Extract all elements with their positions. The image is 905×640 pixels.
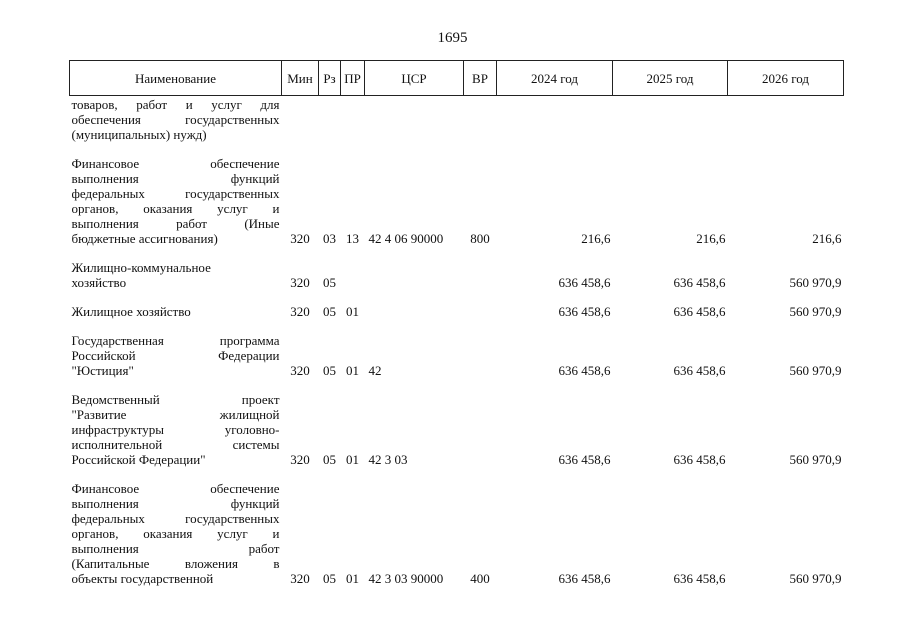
cell-rz: 05	[323, 275, 336, 290]
cell-min: 320	[290, 275, 310, 290]
cell-2024: 636 458,6	[558, 571, 611, 586]
cell-rz: 03	[323, 231, 336, 246]
cell-vr	[464, 96, 497, 143]
cell-2024: 636 458,6	[558, 363, 611, 378]
name-line: Жилищно-коммунальное	[71, 260, 211, 275]
table-row	[70, 378, 844, 467]
cell-csr	[365, 96, 464, 143]
name-line: Российской Федерации"	[71, 452, 206, 467]
name-line: товаров, работ и услуг для	[71, 97, 280, 112]
cell-2024: 636 458,6	[558, 275, 611, 290]
cell-rz: 05	[323, 571, 336, 586]
cell-2025: 636 458,6	[673, 304, 726, 319]
header-rz: Рз	[319, 61, 341, 96]
table-row	[70, 142, 844, 246]
cell-vr	[464, 378, 497, 467]
cell-name	[70, 96, 282, 143]
cell-2024: 636 458,6	[558, 452, 611, 467]
name-line: Жилищное хозяйство	[71, 304, 191, 319]
cell-pr: 01	[346, 571, 359, 586]
cell-pr: 01	[346, 452, 359, 467]
cell-csr	[365, 246, 464, 290]
cell-min: 320	[290, 571, 310, 586]
name-line: исполнительной системы	[71, 437, 280, 452]
cell-pr: 01	[346, 363, 359, 378]
name-line: органов, оказания услуг и	[71, 526, 280, 541]
name-line: хозяйство	[71, 275, 127, 290]
cell-name	[70, 319, 282, 378]
cell-vr	[464, 319, 497, 378]
cell-vr	[464, 246, 497, 290]
table-row	[70, 467, 844, 586]
cell-min: 320	[290, 231, 310, 246]
header-2026: 2026 год	[728, 61, 844, 96]
cell-min	[282, 96, 319, 143]
table-body	[70, 96, 844, 587]
cell-rz: 05	[323, 452, 336, 467]
cell-2025: 636 458,6	[673, 275, 726, 290]
name-line: (муниципальных) нужд)	[71, 127, 207, 142]
cell-2025: 636 458,6	[673, 363, 726, 378]
name-line: выполнения работ (Иные	[71, 216, 280, 231]
cell-vr: 400	[470, 571, 490, 586]
cell-pr: 13	[346, 231, 359, 246]
cell-min: 320	[290, 452, 310, 467]
name-line: Ведомственный проект	[71, 392, 280, 407]
cell-2024: 216,6	[581, 231, 611, 246]
cell-csr: 42 3 03	[368, 452, 408, 467]
cell-2024	[497, 96, 613, 143]
name-line: обеспечения государственных	[71, 112, 280, 127]
header-min: Мин	[282, 61, 319, 96]
name-line: объекты государственной	[71, 571, 214, 586]
budget-table	[69, 60, 844, 586]
header-pr: ПР	[341, 61, 365, 96]
cell-name	[70, 290, 282, 319]
header-csr: ЦСР	[365, 61, 464, 96]
cell-name	[70, 246, 282, 290]
cell-csr: 42 3 03 90000	[368, 571, 444, 586]
table-row	[70, 96, 844, 143]
cell-2026	[728, 96, 844, 143]
name-line: "Юстиция"	[71, 363, 134, 378]
cell-min: 320	[290, 363, 310, 378]
cell-2025: 636 458,6	[673, 571, 726, 586]
cell-rz	[319, 96, 341, 143]
name-line: федеральных государственных	[71, 511, 280, 526]
name-line: Финансовое обеспечение	[71, 156, 280, 171]
cell-pr	[341, 96, 365, 143]
cell-2026: 216,6	[812, 231, 842, 246]
table-row	[70, 319, 844, 378]
cell-name	[70, 467, 282, 586]
name-line: бюджетные ассигнования)	[71, 231, 218, 246]
cell-rz: 05	[323, 304, 336, 319]
cell-csr: 42	[368, 363, 382, 378]
cell-csr: 42 4 06 90000	[368, 231, 444, 246]
cell-vr	[464, 290, 497, 319]
name-line: органов, оказания услуг и	[71, 201, 280, 216]
cell-2026: 560 970,9	[789, 452, 842, 467]
name-line: Российской Федерации	[71, 348, 280, 363]
cell-rz: 05	[323, 363, 336, 378]
cell-name	[70, 378, 282, 467]
cell-csr	[365, 290, 464, 319]
name-line: выполнения функций	[71, 496, 280, 511]
name-line: выполнения функций	[71, 171, 280, 186]
cell-2026: 560 970,9	[789, 275, 842, 290]
header-2025: 2025 год	[613, 61, 728, 96]
table-row	[70, 290, 844, 319]
cell-2025: 216,6	[696, 231, 726, 246]
cell-vr: 800	[470, 231, 490, 246]
name-line: "Развитие жилищной	[71, 407, 280, 422]
name-line: федеральных государственных	[71, 186, 280, 201]
cell-2025	[613, 96, 728, 143]
name-line: инфраструктуры уголовно-	[71, 422, 280, 437]
header-2024: 2024 год	[497, 61, 613, 96]
cell-pr: 01	[346, 304, 359, 319]
cell-min: 320	[290, 304, 310, 319]
table-header-row	[70, 61, 844, 96]
name-line: (Капитальные вложения в	[71, 556, 280, 571]
cell-2026: 560 970,9	[789, 363, 842, 378]
name-line: Государственная программа	[71, 333, 280, 348]
name-line: Финансовое обеспечение	[71, 481, 280, 496]
cell-2026: 560 970,9	[789, 304, 842, 319]
header-name: Наименование	[70, 61, 282, 96]
cell-2026: 560 970,9	[789, 571, 842, 586]
page-number: 1695	[437, 30, 468, 46]
name-line: выполнения работ	[71, 541, 280, 556]
cell-2024: 636 458,6	[558, 304, 611, 319]
cell-pr	[341, 246, 365, 290]
header-vr: ВР	[464, 61, 497, 96]
cell-name	[70, 142, 282, 246]
table-row	[70, 246, 844, 290]
cell-2025: 636 458,6	[673, 452, 726, 467]
